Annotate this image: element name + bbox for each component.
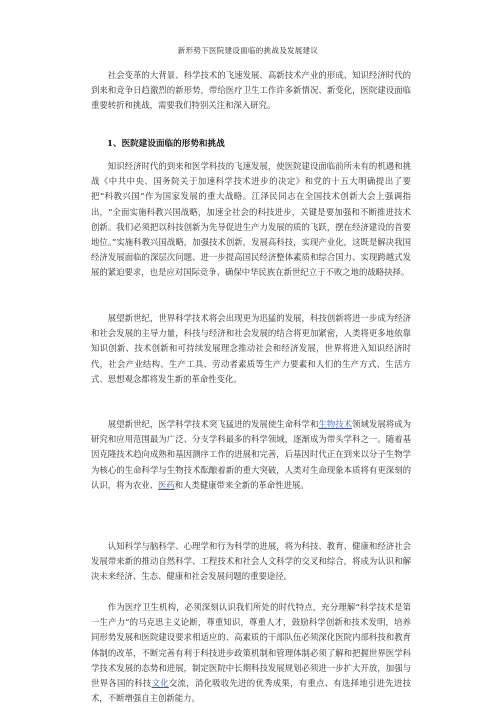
paragraph-text: 作为医疗卫生机构，必须深刻认识我们所处的时代特点，充分理解“科学技术是第一生产力”的马克思主义论断，尊重知识，尊重人才，鼓励科学创新和技术发明，培养同形势发展和医院建设要求相适应的、高素质的干部队伍必须深化医院内部科技和教育体制的改革，不断完善有利于科技进步政策机制和管理体制必须了解和把握世界医学科学技术发展的态势和进展，制定医院中长期科技发展规划必须进一步扩大开放，加强与世界各国的科技	[91, 602, 411, 689]
paragraph-outlook-medicine	[91, 417, 411, 493]
paragraph-text: 和人类健康带来全新的革命性进展。	[174, 479, 309, 490]
paragraph-text: 交流，消化吸收先进的优秀成果，有重点、有选择地引进先进技术，不断增强自主创新能力。	[91, 678, 411, 704]
paragraph-text: 展望新世纪，医学科学技术突飞猛进的发展使生命科学和	[107, 419, 319, 429]
paragraph-outlook-science: 展望新世纪，世界科学技术将会出现更为迅猛的发展，科技创新将进一步成为经济和社会发展的主导力量，科技与经济和社会发展的结合将更加紧密，人类将更多地依靠知识创新、技术创新和可持续发展理念推动社会和经济发展，世界将进入知识经济时代，社会产业结构、生产工具、劳动者素质等生产力要素和人们的生产方式、生活方式、思想观念都将发生新的革命性变化。	[91, 313, 411, 384]
paragraph-opportunity: 知识经济时代的到来和医学科技的飞速发展，使医院建设面临前所未有的机遇和挑战《中共中央、国务院关于加速科学技术进步的决定》和党的十五大明确提出了要把“科教兴国”作为国家发展的重大战略。江泽民同志在全国技术创新大会上强调指出，“全面实施科教兴国战略，加速全社会的科技进步，关键是要加强和不断推进技术创新。我们必须把以科技创新为先导促进生产力发展的质的飞跃，摆在经济建设的首要地位。”实施科教兴国战略，加强技术创新，发展高科技，实现产业化，这既是解决我国经济发展面临的深层次问题、进一步提高国民经济整体素质和综合国力、实现跨越式发展的紧迫要求，也是应对国际竞争、确保中华民族在新世纪立于不败之地的战略抉择。	[91, 161, 411, 278]
medicine-link[interactable]: 医药	[158, 479, 175, 490]
paragraph-medical-institutions	[91, 600, 411, 706]
paragraph-cognitive-science: 认知科学与脑科学、心理学和行为科学的进展，将为科技、教育、健康和经济社会发展带来新的推动自然科学、工程技术和社会人文科学的交叉和综合，将成为认识和解决未来经济、生态、健康和社会发展问题的重要途径。	[91, 541, 411, 582]
paragraph-text: 领域发展将成为研究和应用范围最为广泛、分支学科最多的科学领域，逐渐成为带头学科之一。随着基因克隆技术趋向成熟和基因测序工作的进展和完善，后基因时代正在到来以分子生物学为核心的生命科学与生物技术酝酿着新的重大突破，人类对生命现象本质将有更深刻的认识，将为农业、	[91, 419, 412, 490]
biotech-link[interactable]: 生物技术	[318, 419, 353, 429]
culture-link[interactable]: 文化	[151, 678, 169, 689]
document-title: 新形势下医院建设面临的挑战及发展建议	[177, 46, 319, 55]
section-heading: 1、医院建设面临的形势和挑战	[107, 139, 225, 149]
paragraph-intro: 社会变革的大背景、科学技术的飞速发展、高新技术产业的形成、知识经济时代的到来和竞争日趋激烈的新形势，带给医疗卫生工作许多新情况、新变化，医院建设面临重要转折和挑战，需要我们特别关注和深入研究。	[91, 70, 411, 111]
